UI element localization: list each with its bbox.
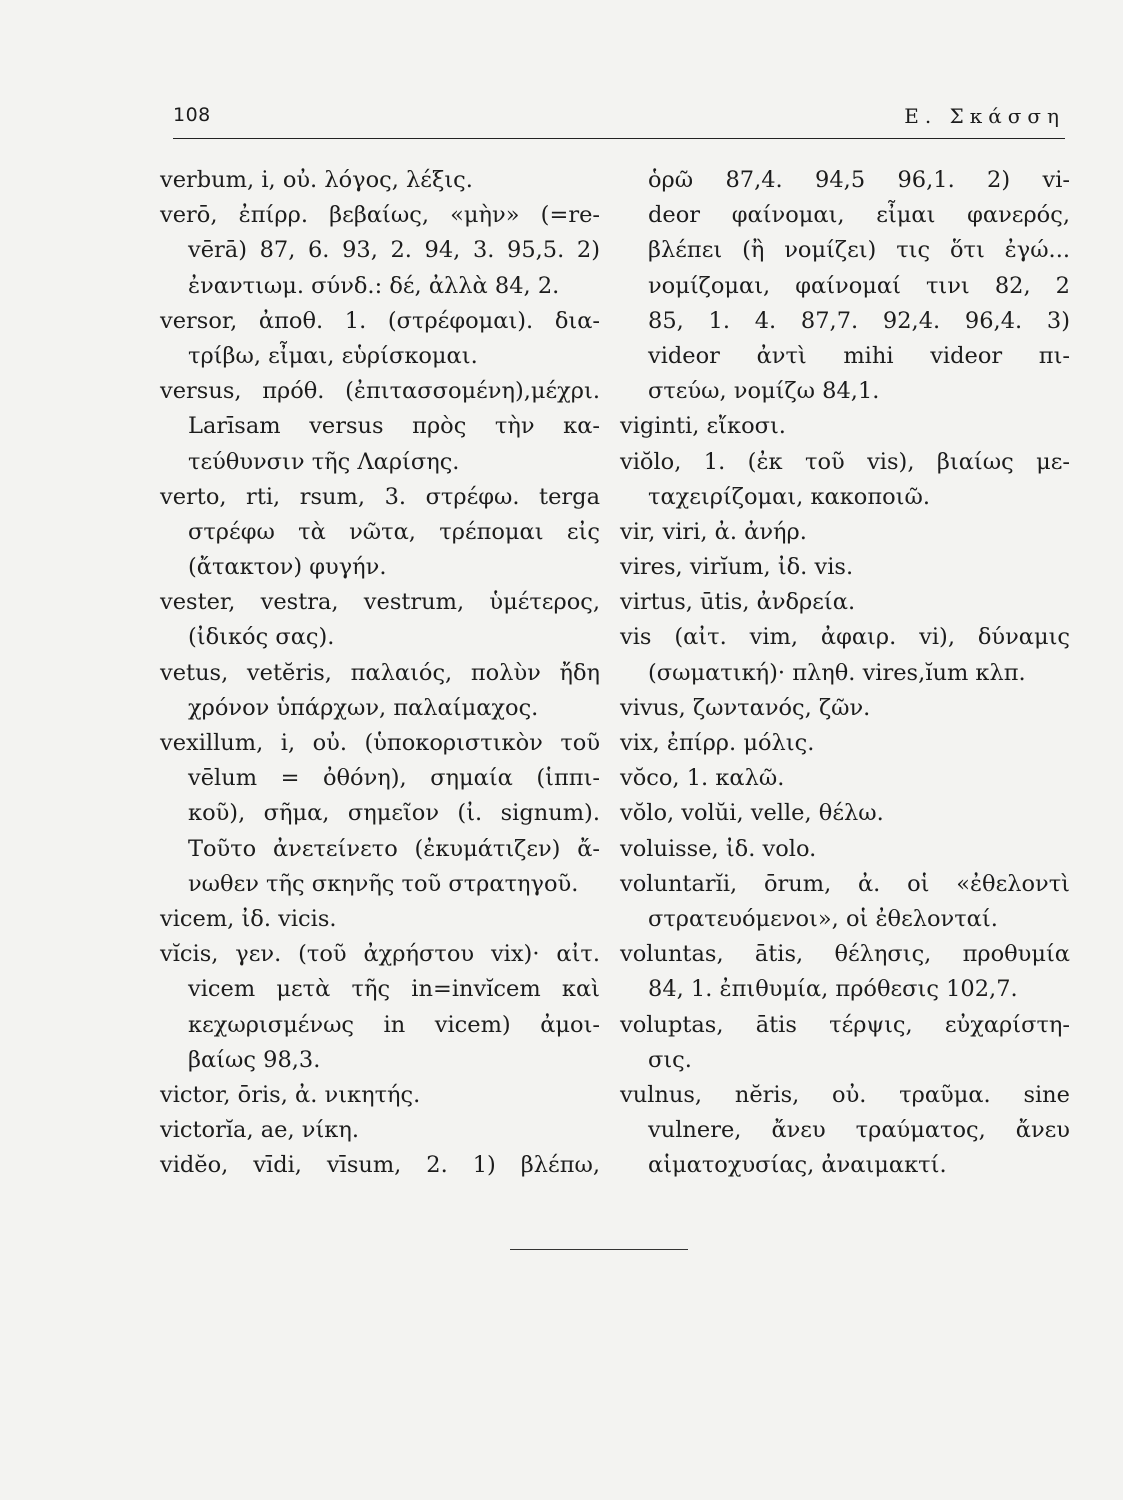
dictionary-line: vĭcis, γεν. (τοῦ ἀχρήστου vix)· αἰτ. [160,941,600,968]
dictionary-line: σις. [648,1046,692,1073]
dictionary-line: vir, viri, ἀ. ἀνήρ. [620,518,807,545]
dictionary-line: verō, ἐπίρρ. βεβαίως, «μὴν» (=re- [160,202,600,229]
dictionary-line: viginti, εἴκοσι. [620,413,786,440]
page-header [173,100,1065,139]
dictionary-line: victor, ōris, ἀ. νικητής. [160,1081,421,1108]
dictionary-line: voluntarĭi, ōrum, ἀ. οἱ «ἐθελοντὶ [620,870,1070,897]
dictionary-line: νομίζομαι, φαίνομαί τινι 82, 2 [648,272,1070,299]
dictionary-line: vērā) 87, 6. 93, 2. 94, 3. 95,5. 2) [188,237,600,264]
dictionary-line: 85, 1. 4. 87,7. 92,4. 96,4. 3) [648,307,1070,334]
dictionary-line: κεχωρισμένως in vicem) ἀμοι- [188,1011,600,1038]
dictionary-line: στρέφω τὰ νῶτα, τρέπομαι εἰς [188,518,600,545]
dictionary-line: deor φαίνομαι, εἶμαι φανερός, [648,202,1070,229]
dictionary-line: (ἰδικός σας). [188,624,335,651]
dictionary-line: virtus, ūtis, ἀνδρεία. [620,589,856,616]
dictionary-line: viŏlo, 1. (ἐκ τοῦ vis), βιαίως με- [620,448,1070,475]
dictionary-line: verbum, i, οὐ. λόγος, λέξις. [160,167,473,193]
dictionary-line: vicem, ἰδ. vicis. [160,905,337,932]
dictionary-line: vŏco, 1. καλῶ. [620,765,785,792]
dictionary-line: videor ἀντὶ mihi videor πι- [648,342,1070,369]
page-number: 108 [173,104,211,126]
dictionary-line: voluntas, ātis, θέλησις, προθυμία [620,941,1070,968]
dictionary-line: ὁρῶ 87,4. 94,5 96,1. 2) vi- [648,167,1070,193]
dictionary-line: 84, 1. ἐπιθυμία, πρόθεσις 102,7. [648,976,1018,1003]
dictionary-line: voluisse, ἰδ. volo. [620,835,817,862]
dictionary-line: voluptas, ātis τέρψις, εὐχαρίστη- [620,1011,1070,1038]
dictionary-line: ἐναντιωμ. σύνδ.: δέ, ἀλλὰ 84, 2. [188,272,560,299]
dictionary-line: vis (αἰτ. vim, ἀφαιρ. vi), δύναμις [620,624,1070,651]
dictionary-line: (ἄτακτον) φυγήν. [188,554,387,581]
dictionary-line: βαίως 98,3. [188,1046,321,1073]
dictionary-line: vidĕo, vīdi, vīsum, 2. 1) βλέπω, [160,1152,600,1179]
dictionary-line: στεύω, νομίζω 84,1. [648,378,880,405]
right-column [620,163,1070,1183]
dictionary-line: vulnere, ἄνευ τραύματος, ἄνευ [648,1117,1070,1144]
dictionary-line: vulnus, nĕris, οὐ. τραῦμα. sine [620,1081,1070,1108]
dictionary-line: vester, vestra, vestrum, ὑμέτερος, [160,589,600,616]
dictionary-line: βλέπει (ἢ νομίζει) τις ὅτι ἐγώ... [648,237,1070,264]
dictionary-line: (σωματική)· πληθ. vires,ĭum κλπ. [648,659,1026,686]
dictionary-line: vŏlo, volŭi, velle, θέλω. [620,800,884,827]
dictionary-line: versus, πρόθ. (ἐπιτασσομένη),μέχρι. [160,378,600,405]
dictionary-line: vicem μετὰ τῆς in=invĭcem καὶ [188,976,600,1003]
dictionary-line: vires, virĭum, ἰδ. vis. [620,554,854,581]
dictionary-line: τεύθυνσιν τῆς Λαρίσης. [188,448,460,475]
dictionary-line: στρατευόμενοι», οἱ ἐθελονταί. [648,905,998,932]
dictionary-line: vix, ἐπίρρ. μόλις. [620,730,815,756]
dictionary-line: vexillum, i, οὐ. (ὑποκοριστικὸν τοῦ [160,730,600,756]
dictionary-line: αἱματοχυσίας, ἀναιμακτί. [648,1152,947,1179]
dictionary-line: Τοῦτο ἀνετείνετο (ἐκυμάτιζεν) ἄ- [188,835,600,862]
dictionary-line: vēlum = ὀθόνη), σημαία (ἱππι- [188,765,600,792]
dictionary-line: verto, rti, rsum, 3. στρέφω. terga [160,483,600,510]
running-title: Ε. Σκάσση [904,104,1065,128]
dictionary-line: ταχειρίζομαι, κακοποιῶ. [648,483,931,510]
dictionary-line: χρόνον ὑπάρχων, παλαίμαχος. [188,694,539,721]
dictionary-line: κοῦ), σῆμα, σημεῖον (ἰ. signum). [188,800,600,827]
dictionary-line: Larīsam versus πρὸς τὴν κα- [188,413,600,440]
end-rule [510,1249,688,1250]
left-column [160,163,600,1183]
dictionary-line: νωθεν τῆς σκηνῆς τοῦ στρατηγοῦ. [188,870,579,897]
dictionary-line: versor, ἀποθ. 1. (στρέφομαι). δια- [160,307,600,334]
dictionary-line: τρίβω, εἶμαι, εὑρίσκομαι. [188,342,478,369]
dictionary-line: vivus, ζωντανός, ζῶν. [620,694,871,721]
dictionary-line: victorĭa, ae, νίκη. [160,1117,359,1144]
dictionary-line: vetus, vetĕris, παλαιός, πολὺν ἤδη [160,659,600,686]
